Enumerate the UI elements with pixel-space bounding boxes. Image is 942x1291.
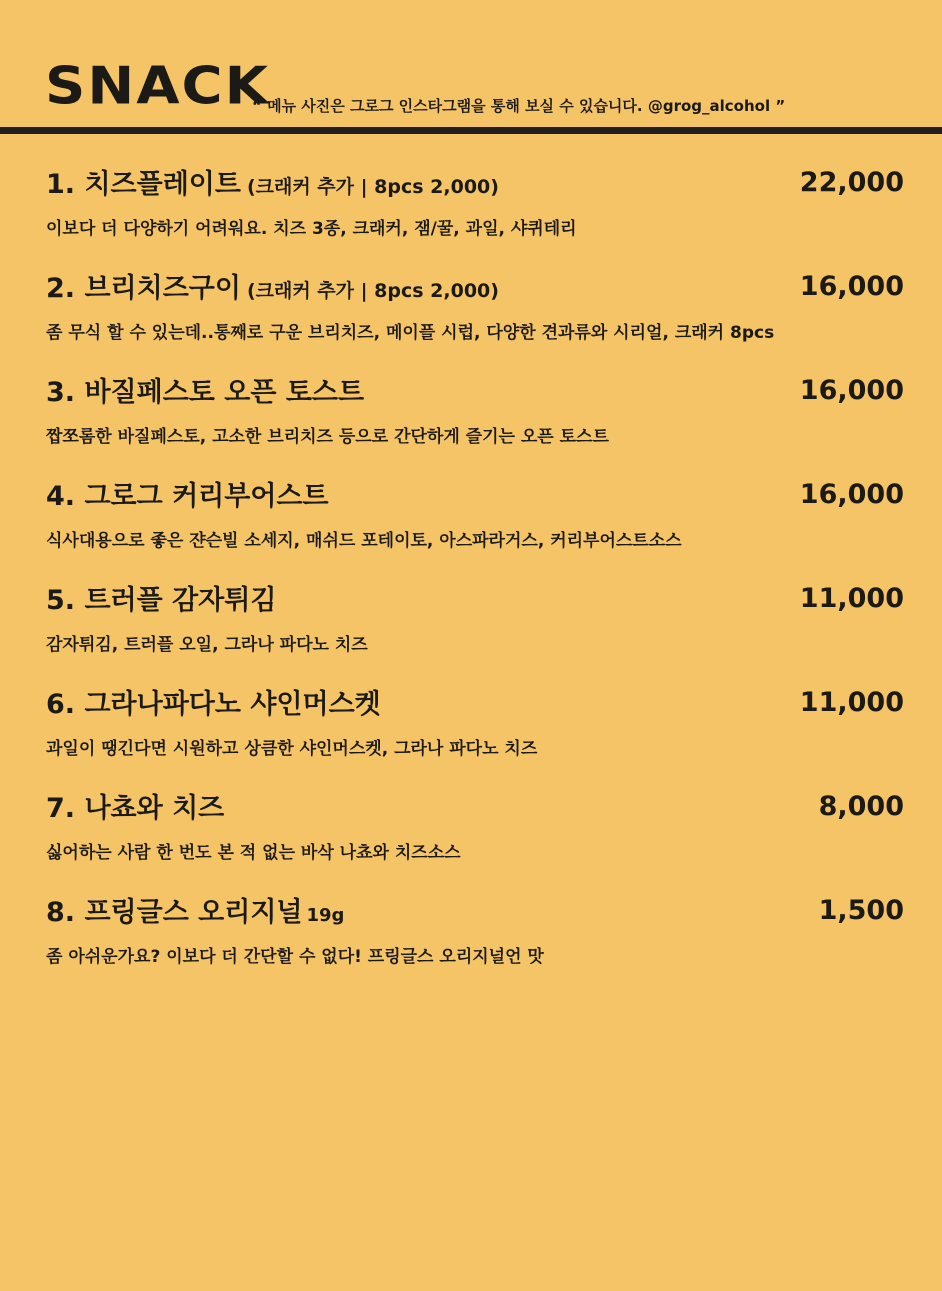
menu-item-name: 5. 트러플 감자튀김 [46,585,277,616]
menu-item-price: 16,000 [799,479,904,510]
menu-item [46,683,904,787]
menu-list [46,163,904,995]
menu-item-price: 11,000 [799,687,904,718]
menu-item-note: (크래커 추가 | 8pcs 2,000) [246,280,499,302]
menu-item-note: 19g [306,905,345,926]
menu-item [46,163,904,267]
menu-item-description: 이보다 더 다양하기 어려워요. 치즈 3종, 크래커, 잼/꿀, 과일, 샤퀴테리 [46,219,577,239]
menu-item [46,475,904,579]
menu-item-description: 짭쪼롬한 바질페스토, 고소한 브리치즈 등으로 간단하게 즐기는 오픈 토스트 [46,427,609,447]
menu-item-description: 과일이 땡긴다면 시원하고 상큼한 샤인머스켓, 그라나 파다노 치즈 [46,739,538,759]
instagram-note: “ 메뉴 사진은 그로그 인스타그램을 통해 보실 수 있습니다. @grog_alcohol ” [252,97,786,115]
menu-item-name: 6. 그라나파다노 샤인머스켓 [46,689,381,720]
menu-item-price: 16,000 [799,271,904,302]
menu-item [46,579,904,683]
menu-item-name: 2. 브리치즈구이 (크래커 추가 | 8pcs 2,000) [46,273,499,304]
menu-header [0,0,942,132]
menu-item-price: 8,000 [818,791,904,822]
menu-item [46,371,904,475]
menu-item [46,787,904,891]
header-divider [0,127,942,134]
menu-item-price: 1,500 [818,895,904,926]
menu-item [46,891,904,995]
menu-item-name: 1. 치즈플레이트 (크래커 추가 | 8pcs 2,000) [46,169,499,200]
menu-item-name: 8. 프링글스 오리지널 19g [46,897,345,928]
menu-item-price: 11,000 [799,583,904,614]
menu-item-description: 식사대용으로 좋은 쟌슨빌 소세지, 매쉬드 포테이토, 아스파라거스, 커리부어스트소스 [46,531,682,551]
menu-item-price: 16,000 [799,375,904,406]
menu-item-name: 7. 나쵸와 치즈 [46,793,225,824]
menu-item-note: (크래커 추가 | 8pcs 2,000) [246,176,499,198]
page-title: SNACK [45,56,271,117]
menu-item-description: 감자튀김, 트러플 오일, 그라나 파다노 치즈 [46,635,368,655]
menu-item-description: 좀 무식 할 수 있는데..통째로 구운 브리치즈, 메이플 시럽, 다양한 견과류와 시리얼, 크래커 8pcs [46,323,775,343]
menu-item-description: 좀 아쉬운가요? 이보다 더 간단할 수 없다! 프링글스 오리지널언 맛 [46,947,544,967]
menu-item-price: 22,000 [799,167,904,198]
menu-item [46,267,904,371]
menu-item-description: 싫어하는 사람 한 번도 본 적 없는 바삭 나쵸와 치즈소스 [46,843,461,863]
menu-item-name: 3. 바질페스토 오픈 토스트 [46,377,365,408]
menu-item-name: 4. 그로그 커리부어스트 [46,481,329,512]
